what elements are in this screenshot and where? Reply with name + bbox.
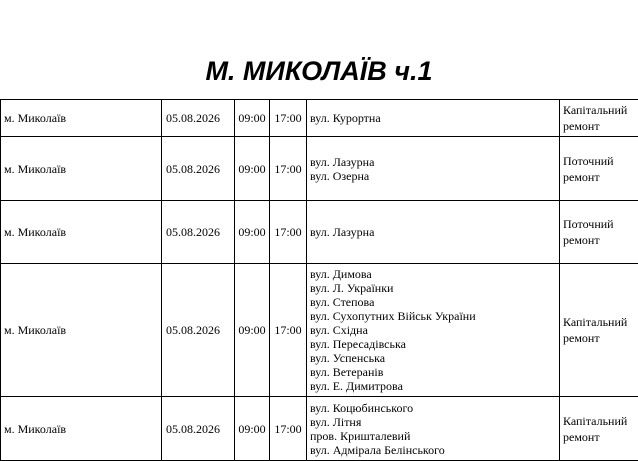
street-name: вул. Л. Українки [310, 281, 394, 295]
end-time-cell: 17:00 [270, 201, 307, 264]
city-cell: м. Миколаїв [1, 397, 162, 461]
street-name: вул. Адмірала Белінського [310, 442, 445, 457]
start-time-cell: 09:00 [235, 201, 270, 264]
street-name: вул. Димова [310, 267, 372, 281]
streets-cell [307, 397, 560, 461]
city-cell: м. Миколаїв [1, 264, 162, 397]
street-name: вул. Коцюбинського [310, 400, 414, 415]
start-time-cell: 09:00 [235, 397, 270, 461]
end-time-cell: 17:00 [270, 264, 307, 397]
end-time-cell: 17:00 [270, 397, 307, 461]
streets-cell [307, 264, 560, 397]
end-time-cell: 17:00 [270, 137, 307, 201]
street-name: вул. Ветеранів [310, 365, 384, 379]
street-name: вул. Лазурна [310, 225, 375, 239]
street-name: вул. Степова [310, 295, 375, 309]
page-title: М. МИКОЛАЇВ ч.1 [205, 56, 433, 86]
work-type-cell: Поточний ремонт [560, 201, 638, 264]
street-name: вул. Пересадівська [310, 337, 406, 351]
date-cell: 05.08.2026 [162, 264, 235, 397]
streets-cell [307, 137, 560, 201]
date-cell: 05.08.2026 [162, 201, 235, 264]
street-name: вул. Сухопутних Військ України [310, 309, 476, 323]
street-name: вул. Літня [310, 414, 362, 429]
work-type-cell: Капітальний ремонт [560, 264, 638, 397]
city-cell: м. Миколаїв [1, 201, 162, 264]
street-name: вул. Лазурна [310, 154, 375, 169]
street-name: вул. Озерна [310, 168, 370, 183]
street-name: пров. Кришталевий [310, 428, 411, 443]
date-cell: 05.08.2026 [162, 397, 235, 461]
table-row [1, 201, 638, 264]
street-name: вул. Е. Димитрова [310, 379, 403, 393]
work-type-cell: Капітальний ремонт [560, 100, 638, 137]
start-time-cell: 09:00 [235, 100, 270, 137]
date-cell: 05.08.2026 [162, 100, 235, 137]
start-time-cell: 09:00 [235, 264, 270, 397]
work-type-cell: Поточний ремонт [560, 137, 638, 201]
city-cell: м. Миколаїв [1, 100, 162, 137]
city-cell: м. Миколаїв [1, 137, 162, 201]
end-time-cell: 17:00 [270, 100, 307, 137]
outage-schedule-table [0, 99, 638, 461]
table-row [1, 264, 638, 397]
date-cell: 05.08.2026 [162, 137, 235, 201]
street-name: вул. Східна [310, 323, 368, 337]
table-row [1, 100, 638, 137]
streets-cell [307, 100, 560, 137]
street-name: вул. Успенська [310, 351, 386, 365]
table-row [1, 397, 638, 461]
streets-cell [307, 201, 560, 264]
table-row [1, 137, 638, 201]
work-type-cell: Капітальний ремонт [560, 397, 638, 461]
street-name: вул. Курортна [310, 111, 381, 125]
start-time-cell: 09:00 [235, 137, 270, 201]
